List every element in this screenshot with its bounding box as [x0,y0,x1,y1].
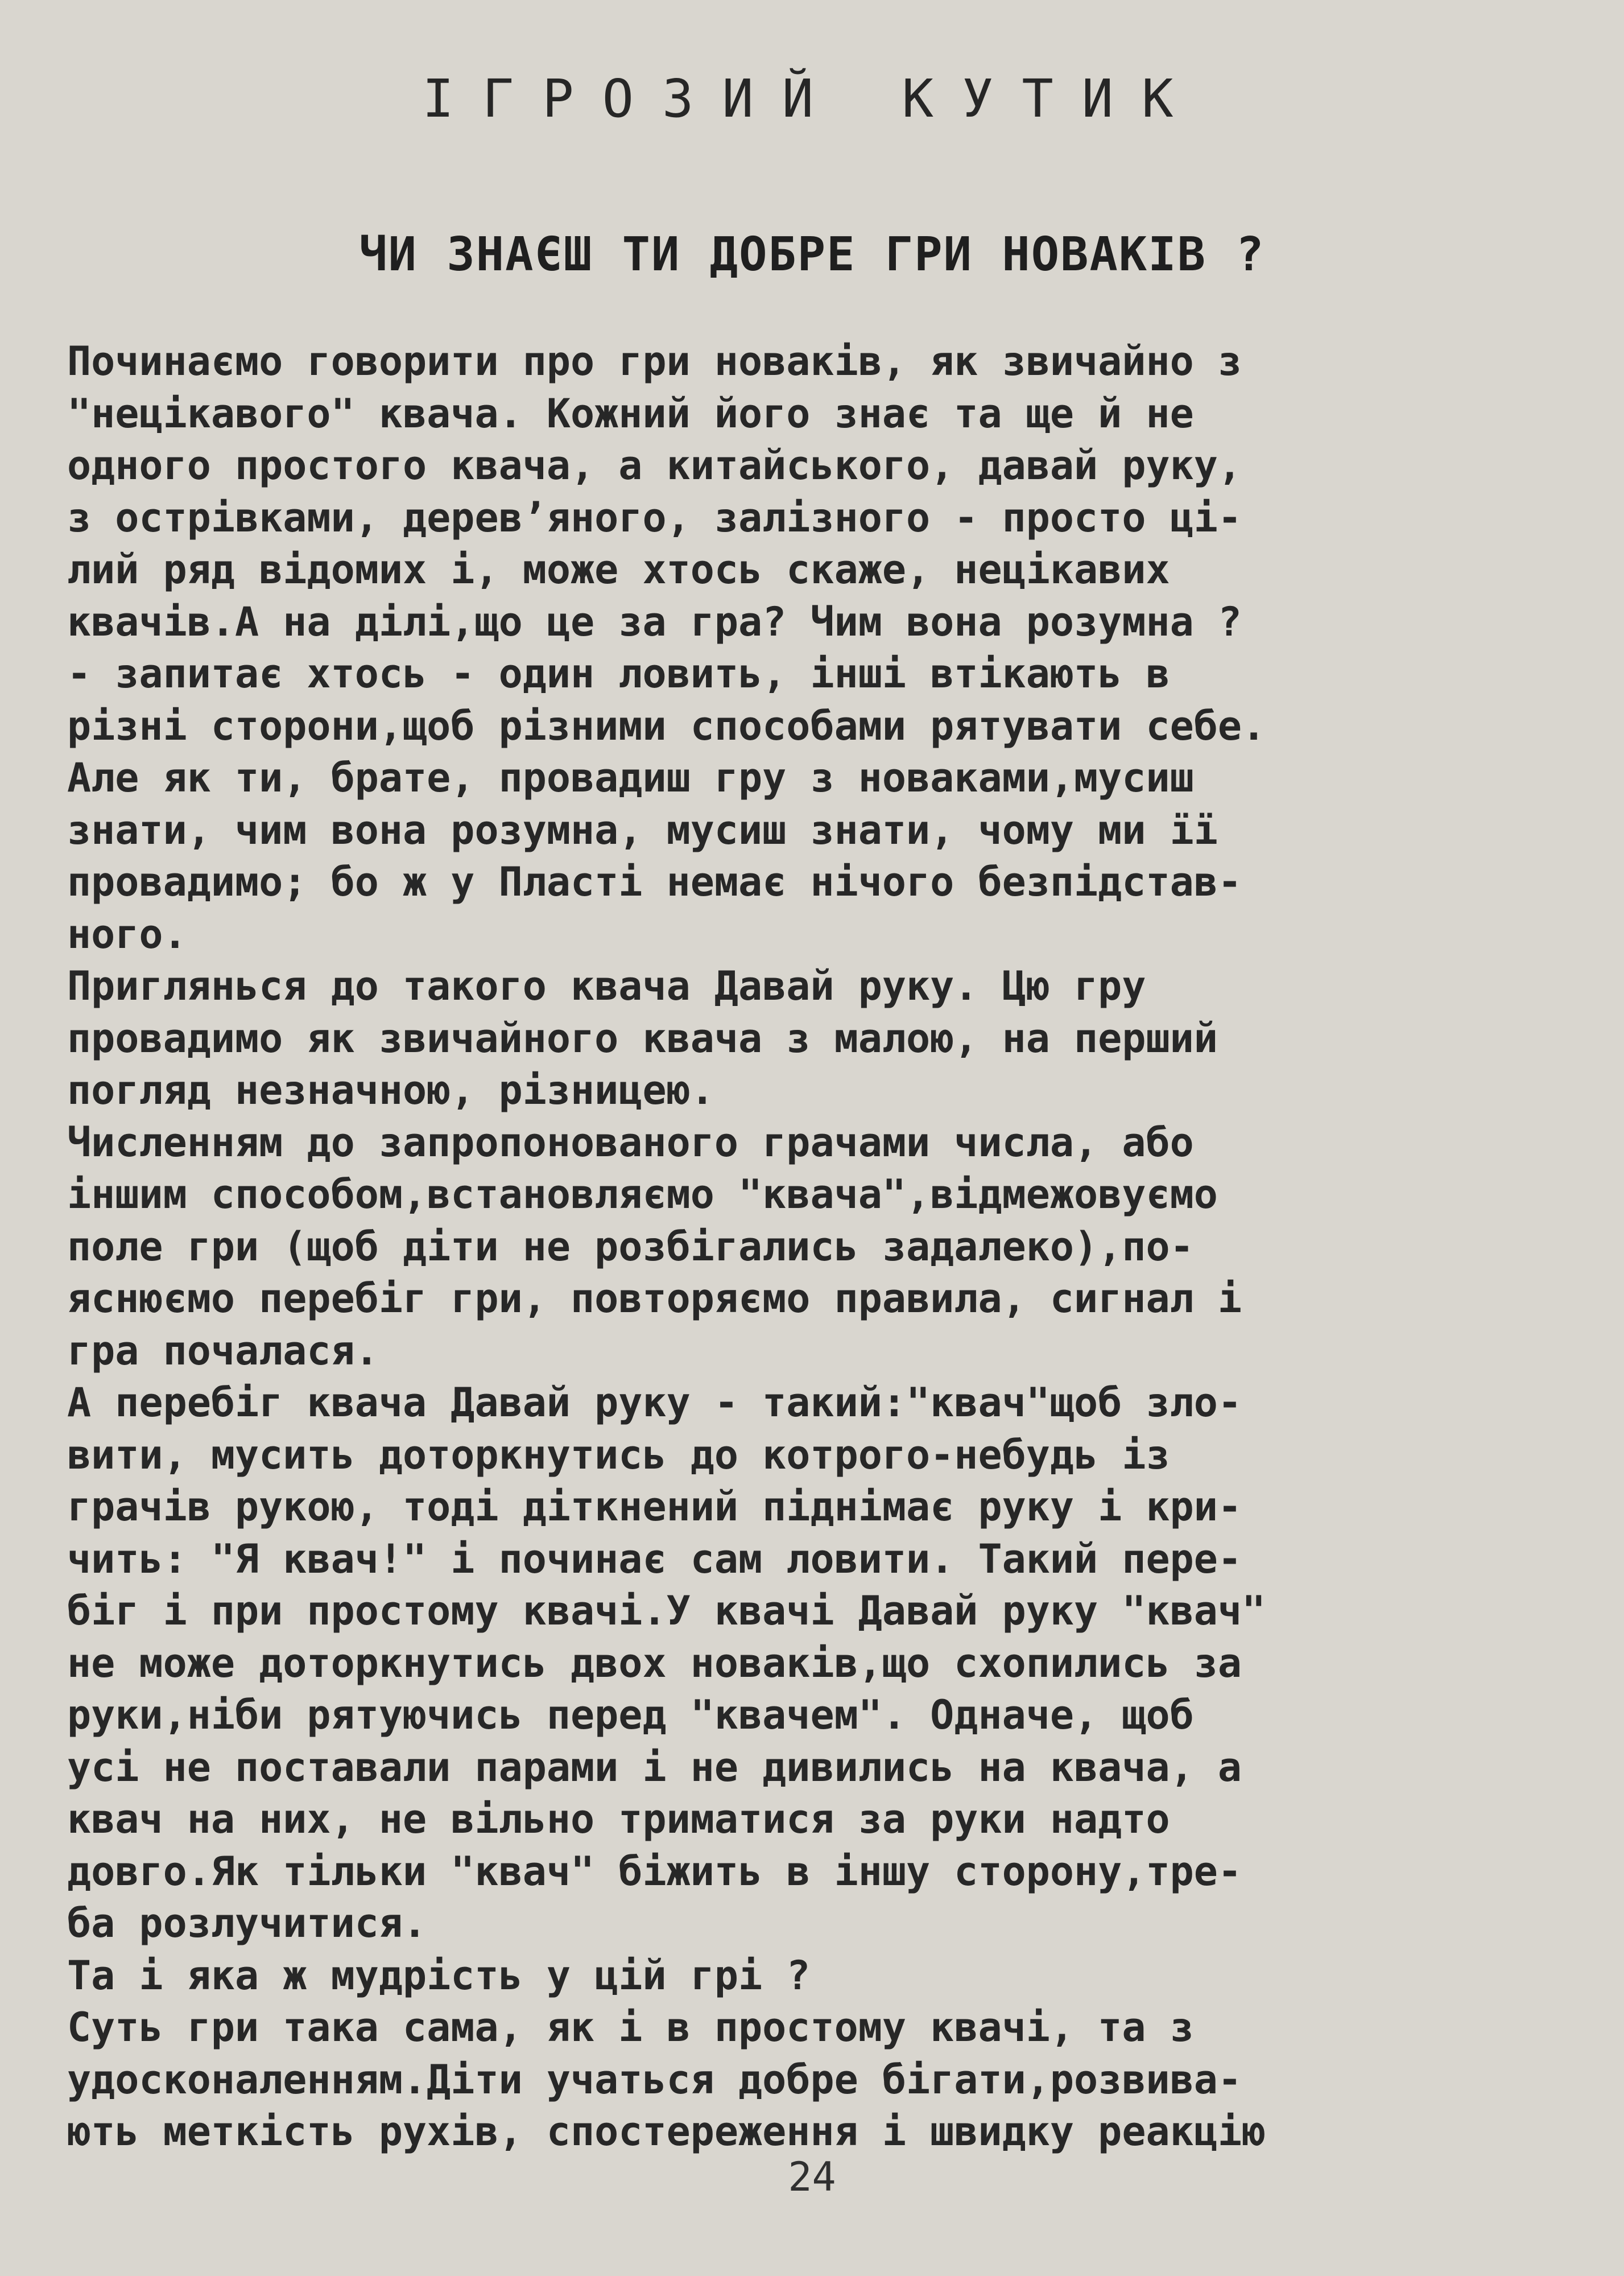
text-line: вити, мусить доторкнутись до котрого-небудь із [67,1431,1170,1478]
text-line: гра почалася. [67,1327,379,1374]
text-line: провадимо; бо ж у Пласті немає нічого безпідстав- [67,859,1242,905]
text-line: усі не поставали парами і не дивились на квача, а [67,1743,1242,1791]
text-line: поле гри (щоб діти не розбігались задалеко),по- [67,1223,1194,1270]
text-line: Численням до запропонованого грачами числа, або [67,1119,1194,1166]
text-line: квач на них, не вільно триматися за руки надто [67,1796,1170,1842]
text-line: з острівками, дерев’яного, залізного - просто ці- [67,494,1242,541]
text-line: А перебіг квача Давай руку - такий:"квач"щоб зло- [67,1379,1242,1426]
text-line: біг і при простому квачі.У квачі Давай руку "квач" [67,1588,1266,1634]
text-line: Та і яка ж мудрість у цій грі ? [67,1952,811,1999]
text-line: удосконаленням.Діти учаться добре бігати,розвива- [67,2056,1242,2103]
text-line: "нецікавого" квача. Кожний його знає та ще й не [67,390,1194,437]
text-line: яснюємо перебіг гри, повторяємо правила, сигнал і [67,1275,1242,1322]
text-line: - запитає хтось - один ловить, інші втікають в [67,650,1170,697]
section-header: ІГРОЗИЙ КУТИК [422,68,1202,129]
text-line: руки,ніби рятуючись перед "квачем". Одначе, щоб [67,1692,1194,1738]
text-line: іншим способом,встановляємо "квача",відмежовуємо [67,1171,1218,1218]
page-number: 24 [788,2154,836,2200]
text-line: різні сторони,щоб різними способами рятувати себе. [67,702,1266,749]
text-line: погляд незначною, різницею. [67,1067,714,1114]
text-line: ють меткість рухів, спостереження і швидку реакцію [67,2108,1266,2155]
text-line: Але як ти, брате, провадиш гру з новаками,мусиш [67,754,1194,801]
text-line: знати, чим вона розумна, мусиш знати, чому ми її [67,806,1218,853]
text-line: Приглянься до такого квача Давай руку. Цю гру [67,963,1146,1009]
text-line: ба розлучитися. [67,1900,427,1947]
text-line: одного простого квача, а китайського, давай руку, [67,442,1242,489]
text-line: не може доторкнутись двох новаків,що схопились за [67,1639,1242,1687]
text-line: Починаємо говорити про гри новаків, як звичайно з [67,338,1242,385]
text-line: грачів рукою, тоді діткнений піднімає руку і кри- [67,1483,1242,1530]
text-line: чить: "Я квач!" і починає сам ловити. Такий пере- [67,1535,1242,1582]
text-line: довго.Як тільки "квач" біжить в іншу сторону,тре- [67,1848,1242,1895]
text-line: Суть гри така сама, як і в простому квачі, та з [67,2004,1194,2051]
text-line: квачів.А на ділі,що це за гра? Чим вона розумна ? [67,598,1242,645]
text-line: провадимо як звичайного квача з малою, на перший [67,1015,1218,1062]
article-body [67,336,1569,2158]
article-title: ЧИ ЗНАЄШ ТИ ДОБРЕ ГРИ НОВАКІВ ? [359,228,1265,282]
text-line: ного. [67,910,187,958]
text-line: лий ряд відомих і, може хтось скаже, нецікавих [67,546,1170,593]
